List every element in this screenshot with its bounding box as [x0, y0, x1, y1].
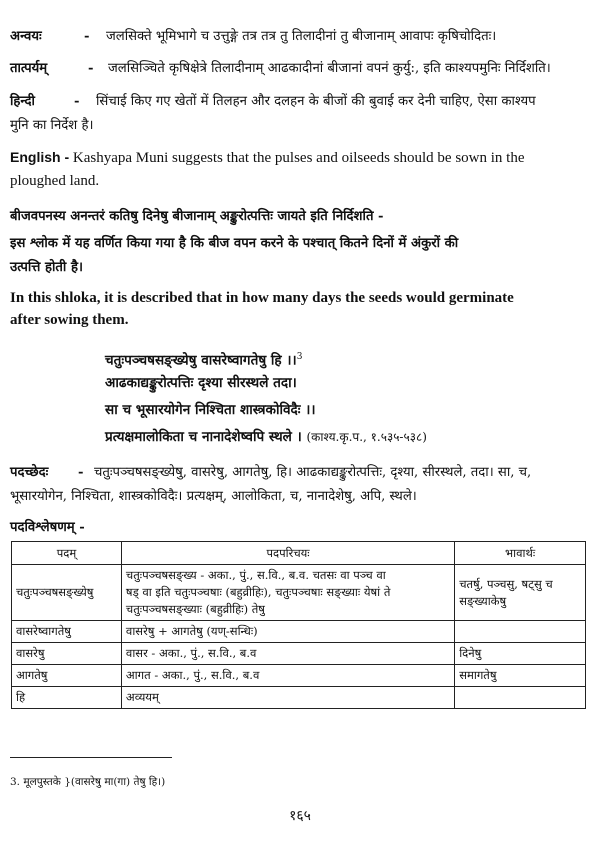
- intro-english-1: In this shloka, it is described that in how many days the seeds would germinate: [10, 290, 514, 306]
- table-row: [12, 621, 586, 643]
- padaccheda-line-2: भूसारयोगेन, निश्चिता, शास्त्रकोविदैः। प्रत्यक्षम्, आलोकिता, च, नानादेशेषु, अपि, स्थले।: [10, 489, 417, 504]
- anvaya-text: जलसिक्ते भूमिभागे च उत्तुङ्गे तत्र तत्र तु तिलादीनां तु बीजानाम् आवापः कृषिचोदितः।: [106, 29, 497, 44]
- english-line-1: [10, 145, 592, 170]
- table-row: [12, 565, 586, 621]
- word-analysis-table: [11, 541, 586, 709]
- intro-english-2: after sowing them.: [10, 312, 129, 328]
- padaccheda-label: पदच्छेदः: [10, 465, 49, 480]
- table-cell: आगतेषु: [12, 665, 122, 687]
- page-number: १६५: [289, 808, 311, 824]
- padavishleshanam-title: पदविश्लेषणम् -: [10, 520, 85, 535]
- table-cell: आगत - अका., पुं., स.वि., ब.व: [121, 665, 454, 687]
- tatparyam-line: तात्पर्यम् - जलसिञ्चिते कृषिक्षेत्रे तिलादीनाम् आढकादीनां बीजानां वपनं कुर्यु:, इति काश्यपमुनिः निर्दिशति।: [10, 57, 592, 81]
- table-header-row: [12, 542, 586, 565]
- hindi-text: सिंचाई किए गए खेतों में तिलहन और दलहन के बीजों की बुवाई कर देनी चाहिए, ऐसा काश्यप: [96, 94, 536, 109]
- intro-hindi-2: उत्पत्ति होती है।: [10, 260, 83, 275]
- intro-sanskrit: बीजवपनस्य अनन्तरं कतिषु दिनेषु बीजानाम् अङ्कुरोत्पत्तिः जायते इति निर्दिशति -: [10, 209, 384, 224]
- footnote-divider: [10, 757, 172, 758]
- table-cell: चतर्षु, पञ्चसु, षट्सु च सङ्ख्याकेषु: [455, 565, 586, 621]
- table-header: पदपरिचयः: [121, 542, 454, 565]
- anvaya-line: अन्वयः - जलसिक्ते भूमिभागे च उत्तुङ्गे तत्र तत्र तु तिलादीनां तु बीजानाम् आवापः कृषिचोदितः।: [10, 25, 592, 49]
- table-row: [12, 643, 586, 665]
- table-cell: समागतेषु: [455, 665, 586, 687]
- tatparyam-label: तात्पर्यम्: [10, 61, 48, 76]
- footnote: 3. मूलपुस्तके }(वासरेषु मा(गा) तेषु हि।): [10, 776, 166, 788]
- intro-hindi-1: इस श्लोक में यह वर्णित किया गया है कि बीज वपन करने के पश्चात् कितने दिनों में अंकुरों की: [10, 236, 459, 251]
- table-cell: चतुःपञ्चषसङ्ख्येषु: [12, 565, 122, 621]
- verse-line-1: चतुःपञ्चषसङ्ख्येषु वासरेष्वागतेषु हि ।।$^3$: [105, 352, 303, 369]
- table-cell: [455, 621, 586, 643]
- table-cell: हि: [12, 687, 122, 709]
- table-cell: दिनेषु: [455, 643, 586, 665]
- hindi-label: हिन्दी: [10, 94, 35, 109]
- table-row: [12, 665, 586, 687]
- verse-line-2: आढकाद्यङ्कुरोत्पत्तिः दृश्या सीरस्थले तदा।: [105, 375, 297, 391]
- tatparyam-text: जलसिञ्चिते कृषिक्षेत्रे तिलादीनाम् आढकादीनां बीजानां वपनं कुर्यु:, इति काश्यपमुनिः निर्दिशति।: [108, 61, 551, 76]
- table-row: [12, 687, 586, 709]
- padaccheda-line-1: पदच्छेदः - चतुःपञ्चषसङ्ख्येषु, वासरेषु, आगतेषु, हि। आढकाद्यङ्कुरोत्पत्तिः, दृश्या, सीरस्थले, तदा। सा, च,: [10, 461, 592, 485]
- english-line-2: ploughed land.: [10, 173, 100, 189]
- table-cell: अव्ययम्: [121, 687, 454, 709]
- english-text: Kashyapa Muni suggests that the pulses and oilseeds should be sown in the: [72, 150, 525, 166]
- english-label: English -: [10, 149, 70, 165]
- hindi-line-2: मुनि का निर्देश है।: [10, 118, 94, 133]
- table-cell: वासर - अका., पुं., स.वि., ब.व: [121, 643, 454, 665]
- table-header: पदम्: [12, 542, 122, 565]
- footnote-marker: 3: [296, 352, 303, 362]
- table-cell: [455, 687, 586, 709]
- table-cell: चतुःपञ्चषसङ्ख्य - अका., पुं., स.वि., ब.व. चतसः वा पञ्च वा षड् वा इति चतुःपञ्चषाः (बहुव्रीहिः), चतुःपञ्चषाः सङ्ख्याः येषां ते चतुःपञ्चषसङ्ख्याः (बहुव्रीहिः) तेषु: [121, 565, 454, 621]
- hindi-line-1: हिन्दी - सिंचाई किए गए खेतों में तिलहन और दलहन के बीजों की बुवाई कर देनी चाहिए, ऐसा काश्यप: [10, 90, 592, 114]
- verse-line-3: सा च भूसारयोगेन निश्चिता शास्त्रकोविदैः ।।: [105, 402, 316, 418]
- verse-line-4: प्रत्यक्षमालोकिता च नानादेशेष्वपि स्थले । (काश्य.कृ.प., १.५३५-५३८): [105, 429, 427, 445]
- table-cell: वासरेषु + आगतेषु (यण्-सन्धिः): [121, 621, 454, 643]
- table-cell: वासरेषु: [12, 643, 122, 665]
- table-header: भावार्थः: [455, 542, 586, 565]
- anvaya-label: अन्वयः: [10, 29, 42, 44]
- table-cell: वासरेष्वागतेषु: [12, 621, 122, 643]
- verse-reference: (काश्य.कृ.प., १.५३५-५३८): [306, 430, 427, 444]
